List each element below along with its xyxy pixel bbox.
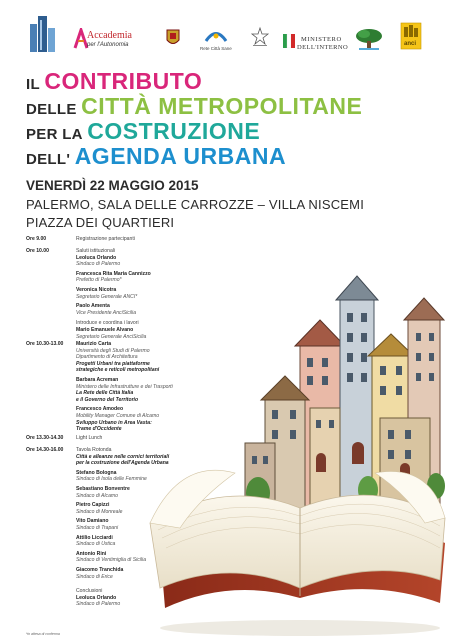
talk-title: strategiche e reticoli metropolitani — [76, 367, 160, 374]
speaker-role: Prefetto di Palermo* — [76, 277, 122, 284]
speaker-role: Sindaco di Palermo — [76, 261, 121, 268]
palermo-crest-logo — [165, 28, 181, 48]
speaker-role: Sindaco di Erice — [76, 573, 113, 580]
speaker-name: Francesca Rita Maria Cannizzo — [76, 270, 151, 277]
speaker-name: Francesco Amodeo — [76, 406, 124, 413]
logo-strip — [0, 0, 450, 62]
speaker-name: Leoluca Orlando — [76, 254, 117, 261]
speaker-role: Mobility Manager Comune di Alcamo — [76, 412, 160, 419]
anci-logo-text: anci — [404, 41, 417, 47]
talk-title: per la costruzione dell'Agenda Urbana — [76, 460, 169, 467]
talk-title: Città e alleanze nelle cornici territoriali — [76, 453, 170, 460]
session-title: Saluti istituzionali — [76, 248, 116, 254]
speaker-name: Maurizio Carta — [76, 341, 112, 347]
event-venue-line2: PIAZZA DEI QUARTIERI — [26, 215, 175, 230]
speaker-name: Veronica Nicotra — [76, 286, 117, 293]
speaker-name: Pietro Capizzi — [76, 502, 110, 509]
ministero-label-1: MINISTERO — [301, 36, 342, 43]
speaker-name: Barbara Acreman — [76, 376, 119, 383]
speaker-role: Dipartimento di Architettura — [76, 354, 138, 361]
tree-logo — [354, 27, 384, 51]
talk-title: e il Governo del Territorio — [76, 396, 139, 403]
title-word-il: IL — [26, 76, 40, 93]
speaker-role: Sindaco di Alcamo — [76, 492, 118, 499]
event-venue-line1: PALERMO, SALA DELLE CARROZZE – VILLA NISCEMI — [26, 197, 365, 212]
speaker-role: Sindaco di Isola delle Femmine — [76, 476, 147, 483]
speaker-role: Sindaco di Trapani — [76, 524, 119, 531]
speaker-name: Attilio Licciardi — [76, 534, 113, 541]
session-title: Light Lunch — [76, 435, 103, 441]
footnote: *in attesa di conferma — [26, 632, 60, 636]
speaker-role: Sindaco di Palermo — [76, 601, 121, 608]
ministero-label-2: DELL'INTERNO — [297, 44, 349, 51]
rete-citta-sane-label: Rete Città Sane — [200, 46, 232, 51]
star-emblem-logo — [250, 26, 270, 50]
speaker-role: Sindaco di Monreale — [76, 508, 123, 515]
title-word-agenda-urbana: AGENDA URBANA — [74, 143, 287, 169]
session-title: Conclusioni — [76, 588, 103, 595]
accademia-logo-text1: Accademia — [87, 30, 132, 41]
speaker-role: Segretario Generale ANCI* — [76, 293, 138, 300]
title-word-dell: DELL' — [26, 151, 71, 168]
talk-title: Progetti Urbani tra piattaforme — [76, 360, 150, 367]
accademia-logo-text2: per l'Autonomia — [87, 42, 129, 48]
talk-title: La Rete delle Città Italia — [76, 390, 134, 397]
title-word-citta-metropolitane: CITTÀ METROPOLITANE — [81, 93, 363, 119]
talk-title: Sviluppo Urbano in Area Vasta: — [76, 419, 152, 426]
italian-flag-icon — [283, 34, 295, 48]
title-word-delle: DELLE — [26, 101, 77, 118]
time-label: Ore 9.00 — [26, 236, 47, 242]
book-city-illustration — [140, 258, 450, 643]
speaker-role: Segretario Generale AnciSicilia — [76, 333, 147, 340]
speaker-name: Mario Emanuele Alvano — [76, 326, 134, 333]
title-word-per-la: PER LA — [26, 126, 83, 143]
city-tower-logo — [28, 14, 58, 54]
speaker-name: Sebastiano Bonventre — [76, 485, 130, 492]
title-word-contributo: CONTRIBUTO — [44, 68, 203, 94]
speaker-role: Ministero delle Infrastrutture e dei Trasporti — [76, 383, 173, 390]
speaker-name: Stefano Bologna — [76, 469, 117, 476]
speaker-name: Paolo Amenta — [76, 303, 110, 310]
speaker-name: Giacomo Tranchida — [76, 566, 124, 573]
session-title: Tavola Rotonda — [76, 447, 112, 453]
time-label: Ore 13.30-14.30 — [26, 435, 64, 441]
speaker-name: Vito Damiano — [76, 518, 109, 525]
talk-title: Trame d'Occidente — [76, 426, 122, 433]
speaker-name: Leoluca Orlando — [76, 594, 117, 601]
speaker-role: Sindaco di Ventimiglia di Sicilia — [76, 557, 147, 564]
event-date: VENERDÌ 22 MAGGIO 2015 — [26, 178, 199, 193]
session-title: Introduce e coordina i lavori — [76, 320, 139, 327]
speaker-role: Vice Presidente AnciSicilia — [76, 309, 137, 316]
speaker-role: Università degli Studi di Palermo — [76, 347, 150, 354]
speaker-role: Sindaco di Ustica — [76, 541, 116, 548]
rete-citta-sane-logo — [203, 28, 229, 44]
session-title: Registrazione partecipanti — [76, 236, 135, 242]
time-label: Ore 14.30-16.00 — [26, 447, 64, 453]
speaker-name: Antonio Rini — [76, 550, 107, 557]
title-word-costruzione: COSTRUZIONE — [87, 118, 261, 144]
time-label: Ore 10.00 — [26, 248, 49, 254]
time-label: Ore 10.30-13.00 — [26, 341, 64, 347]
